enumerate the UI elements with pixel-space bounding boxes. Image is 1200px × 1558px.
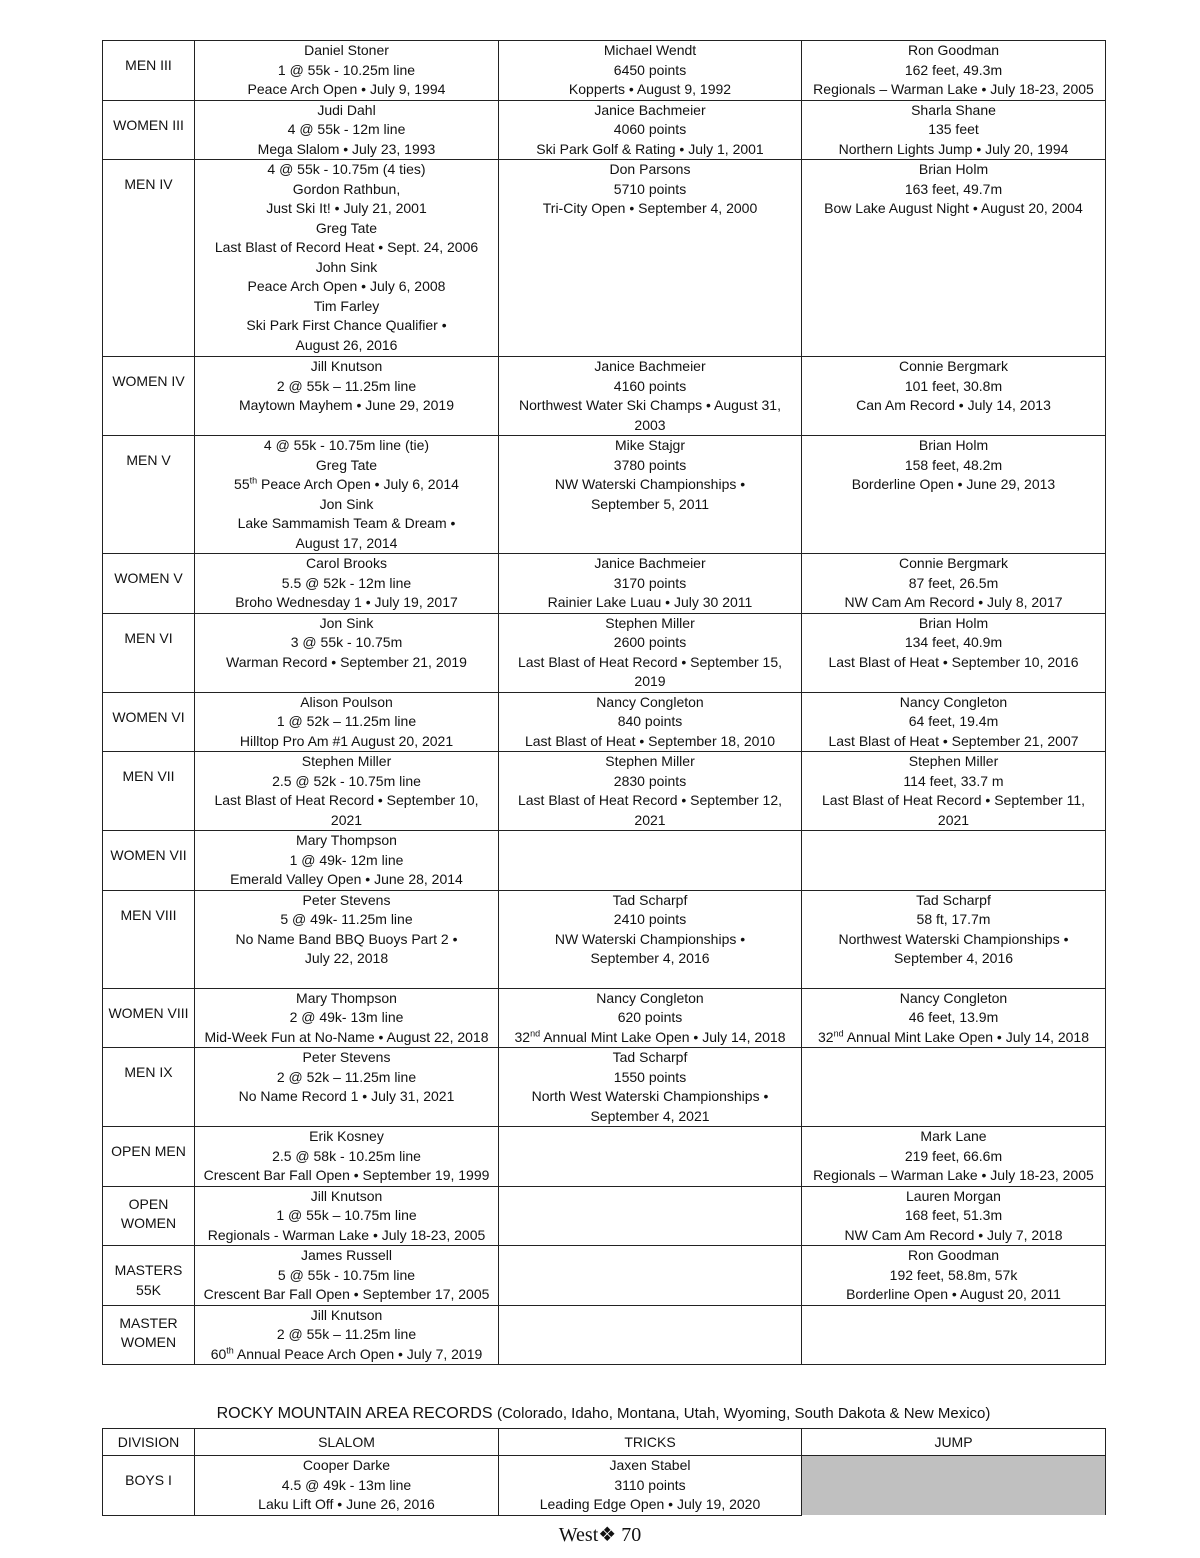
- division-word: MASTER: [119, 1314, 178, 1331]
- slalom-line: 1 @ 52k – 11.25m line: [276, 713, 417, 729]
- west-records-table: [102, 40, 1106, 1365]
- division-cell: [103, 1186, 195, 1246]
- jump-line: NW Cam Am Record • July 8, 2017: [844, 594, 1063, 610]
- tricks-line: Leading Edge Open • July 19, 2020: [539, 1496, 761, 1512]
- records-body: [103, 41, 1106, 1365]
- slalom-line: James Russell: [300, 1247, 393, 1263]
- tricks-line: Kopperts • August 9, 1992: [568, 81, 732, 97]
- table-row: [103, 1127, 1106, 1187]
- slalom-line: Last Blast of Heat Record • September 10,: [214, 792, 479, 808]
- slalom-line: Jon Sink: [319, 495, 374, 512]
- slalom-line: Jill Knutson: [310, 1306, 383, 1323]
- tricks-line: September 5, 2011: [590, 495, 710, 512]
- jump-line: 64 feet, 19.4m: [908, 713, 999, 729]
- tricks-cell: [499, 890, 802, 988]
- tricks-line: Last Blast of Heat Record • September 12,: [517, 792, 783, 808]
- jump-line: Ron Goodman: [907, 42, 1000, 58]
- jump-line: Last Blast of Heat • September 10, 2016: [828, 653, 1079, 670]
- jump-line: Northwest Waterski Championships •: [838, 930, 1069, 947]
- jump-line: 219 feet, 66.6m: [904, 1147, 1003, 1164]
- jump-line: NW Cam Am Record • July 7, 2018: [844, 1226, 1063, 1243]
- slalom-cell: [195, 613, 499, 692]
- header-slalom: SLALOM: [195, 1429, 499, 1456]
- jump-line: 101 feet, 30.8m: [904, 377, 1003, 394]
- tricks-line: 4060 points: [613, 121, 687, 137]
- division-cell: BOYS I: [103, 1456, 195, 1516]
- jump-cell: [802, 692, 1106, 752]
- jump-line: Borderline Open • August 20, 2011: [846, 1286, 1061, 1302]
- slalom-line: Last Blast of Record Heat • Sept. 24, 2006: [214, 239, 479, 255]
- slalom-line: 5 @ 49k- 11.25m line: [280, 911, 413, 927]
- jump-line: 114 feet, 33.7 m: [903, 772, 1004, 789]
- slalom-cell: [195, 1305, 499, 1365]
- slalom-line: Alison Poulson: [300, 693, 393, 710]
- jump-line: Connie Bergmark: [899, 555, 1008, 571]
- jump-line: 2021: [937, 811, 970, 828]
- tricks-line: Stephen Miller: [605, 753, 695, 769]
- jump-line: Ron Goodman: [907, 1247, 1000, 1263]
- tricks-line: 2410 points: [613, 911, 687, 927]
- division-cell: MEN V: [103, 436, 195, 554]
- slalom-line: 2 @ 49k- 13m line: [289, 1009, 404, 1025]
- slalom-line: Hilltop Pro Am #1 August 20, 2021: [239, 732, 454, 749]
- slalom-cell: [195, 988, 499, 1048]
- slalom-cell: [195, 1127, 499, 1187]
- tricks-line: Janice Bachmeier: [594, 555, 706, 571]
- table-row: [103, 613, 1106, 692]
- jump-cell: [802, 831, 1106, 891]
- tricks-cell: [499, 752, 802, 831]
- slalom-line: 55th Peace Arch Open • July 6, 2014: [234, 475, 459, 492]
- jump-line: Northern Lights Jump • July 20, 1994: [838, 140, 1069, 157]
- jump-line: Nancy Congleton: [899, 989, 1008, 1006]
- slalom-cell: [195, 890, 499, 988]
- table-row: [103, 1246, 1106, 1306]
- tricks-cell: [499, 41, 802, 101]
- jump-line: Mark Lane: [920, 1128, 987, 1144]
- division-word: WOMEN: [120, 1215, 177, 1231]
- division-cell: WOMEN III: [103, 100, 195, 160]
- slalom-line: No Name Record 1 • July 31, 2021: [238, 1088, 455, 1104]
- slalom-cell: [195, 1186, 499, 1246]
- tricks-line: 6450 points: [613, 61, 687, 78]
- table-row: [103, 752, 1106, 831]
- tricks-line: 840 points: [617, 713, 683, 729]
- tricks-line: Last Blast of Heat Record • September 15,: [517, 653, 783, 670]
- jump-line: Stephen Miller: [908, 753, 999, 769]
- jump-line: Regionals – Warman Lake • July 18-23, 2005: [813, 81, 1094, 97]
- slalom-line: 1 @ 55k – 10.75m line: [276, 1207, 417, 1223]
- jump-line: Regionals – Warman Lake • July 18-23, 2005: [813, 1167, 1094, 1183]
- table-row: [103, 1186, 1106, 1246]
- tricks-cell: [499, 1246, 802, 1306]
- table-row: [103, 357, 1106, 436]
- jump-line: 32nd Annual Mint Lake Open • July 14, 2018: [818, 1027, 1089, 1045]
- jump-line: Brian Holm: [918, 614, 989, 631]
- tricks-line: Nancy Congleton: [596, 693, 704, 710]
- jump-cell: [802, 357, 1106, 436]
- jump-cell: [802, 554, 1106, 614]
- table-row: [103, 890, 1106, 988]
- slalom-line: 5 @ 55k - 10.75m line: [277, 1266, 416, 1283]
- tricks-line: September 4, 2021: [590, 1107, 710, 1124]
- slalom-line: Jill Knutson: [310, 358, 383, 374]
- rocky-mountain-subtitle: (Colorado, Idaho, Montana, Utah, Wyoming, South Dakota & New Mexico): [496, 1405, 991, 1422]
- tricks-line: 5710 points: [613, 180, 687, 197]
- slalom-line: 60th Annual Peace Arch Open • July 7, 2019: [210, 1344, 483, 1362]
- jump-cell: [802, 890, 1106, 988]
- jump-line: Last Blast of Heat Record • September 11,: [822, 792, 1085, 808]
- jump-cell: [802, 1305, 1106, 1365]
- jump-line: 87 feet, 26.5m: [908, 574, 999, 591]
- tricks-cell: [499, 436, 802, 554]
- jump-line: Connie Bergmark: [899, 358, 1008, 374]
- page-footer: West❖ 70: [558, 1524, 642, 1546]
- tricks-cell: [499, 692, 802, 752]
- jump-line: Sharla Shane: [911, 101, 996, 118]
- tricks-cell: [499, 1186, 802, 1246]
- division-cell: MEN III: [103, 41, 195, 101]
- tricks-line: 2019: [634, 673, 666, 689]
- slalom-line: August 17, 2014: [295, 534, 398, 551]
- jump-line: 58 ft, 17.7m: [916, 911, 991, 927]
- slalom-line: 2 @ 55k – 11.25m line: [276, 377, 417, 394]
- slalom-line: Mega Slalom • July 23, 1993: [257, 140, 436, 157]
- division-cell: OPEN MEN: [103, 1127, 195, 1187]
- division-cell: MEN IV: [103, 160, 195, 357]
- tricks-line: 3170 points: [613, 574, 687, 591]
- jump-line: 134 feet, 40.9m: [904, 634, 1003, 650]
- slalom-line: No Name Band BBQ Buoys Part 2 •: [235, 930, 458, 947]
- tricks-cell: [499, 357, 802, 436]
- slalom-line: Daniel Stoner: [304, 42, 389, 58]
- jump-cell: [802, 1456, 1106, 1516]
- jump-line: 192 feet, 58.8m, 57k: [889, 1266, 1018, 1283]
- tricks-line: NW Waterski Championships •: [554, 930, 746, 947]
- slalom-line: Mary Thompson: [296, 989, 397, 1006]
- slalom-line: 2021: [330, 811, 363, 828]
- slalom-line: 2.5 @ 58k - 10.25m line: [272, 1147, 421, 1164]
- slalom-line: Mid-Week Fun at No-Name • August 22, 2018: [204, 1028, 489, 1045]
- jump-cell: [802, 100, 1106, 160]
- tricks-line: 620 points: [617, 1009, 683, 1025]
- jump-cell: [802, 436, 1106, 554]
- tricks-line: 4160 points: [613, 377, 687, 394]
- tricks-line: Janice Bachmeier: [594, 358, 706, 374]
- tricks-line: 1550 points: [613, 1068, 687, 1085]
- header-jump: JUMP: [802, 1429, 1106, 1456]
- table-row: [103, 554, 1106, 614]
- slalom-line: 3 @ 55k - 10.75m: [290, 634, 403, 650]
- tricks-cell: [499, 831, 802, 891]
- table-row: [103, 160, 1106, 357]
- jump-line: Brian Holm: [918, 437, 989, 453]
- slalom-line: 4.5 @ 49k - 13m line: [281, 1476, 412, 1493]
- rocky-header-row: [103, 1429, 1106, 1456]
- slalom-line: Lake Sammamish Team & Dream •: [237, 515, 456, 531]
- tricks-line: Nancy Congleton: [596, 989, 704, 1006]
- slalom-line: 2 @ 52k – 11.25m line: [276, 1068, 417, 1085]
- jump-line: September 4, 2016: [893, 950, 1014, 966]
- division-word: OPEN: [128, 1195, 169, 1212]
- slalom-line: 2 @ 55k – 11.25m line: [276, 1326, 417, 1342]
- jump-cell: [802, 1246, 1106, 1306]
- slalom-cell: [195, 1246, 499, 1306]
- slalom-line: Stephen Miller: [301, 753, 392, 769]
- slalom-cell: [195, 41, 499, 101]
- slalom-cell: [195, 752, 499, 831]
- tricks-line: North West Waterski Championships •: [531, 1088, 769, 1104]
- tricks-line: 3780 points: [613, 456, 687, 473]
- slalom-line: Emerald Valley Open • June 28, 2014: [230, 871, 463, 887]
- jump-line: Tad Scharpf: [916, 891, 991, 908]
- tricks-line: Jaxen Stabel: [609, 1457, 691, 1473]
- tricks-line: NW Waterski Championships •: [554, 476, 746, 492]
- jump-cell: [802, 1186, 1106, 1246]
- slalom-cell: [195, 100, 499, 160]
- slalom-line: Gordon Rathbun,: [292, 180, 401, 197]
- slalom-line: Regionals - Warman Lake • July 18-23, 2005: [207, 1226, 486, 1243]
- table-row: [103, 831, 1106, 891]
- tricks-line: September 4, 2016: [590, 950, 710, 966]
- tricks-cell: [499, 988, 802, 1048]
- header-tricks: TRICKS: [499, 1429, 802, 1456]
- jump-cell: [802, 752, 1106, 831]
- tricks-cell: [499, 1305, 802, 1365]
- slalom-line: Broho Wednesday 1 • July 19, 2017: [235, 594, 458, 610]
- slalom-line: John Sink: [315, 258, 378, 275]
- jump-line: Can Am Record • July 14, 2013: [856, 397, 1051, 413]
- slalom-line: Mary Thompson: [296, 832, 397, 848]
- slalom-line: Judi Dahl: [317, 101, 376, 118]
- jump-cell: [802, 160, 1106, 357]
- tricks-line: Tad Scharpf: [612, 891, 688, 908]
- division-cell: WOMEN IV: [103, 357, 195, 436]
- division-cell: WOMEN VI: [103, 692, 195, 752]
- tricks-line: Stephen Miller: [605, 614, 695, 631]
- slalom-line: Erik Kosney: [309, 1128, 384, 1144]
- slalom-cell: [195, 692, 499, 752]
- table-row: [103, 1048, 1106, 1127]
- jump-line: Nancy Congleton: [899, 693, 1008, 710]
- division-cell: [103, 1305, 195, 1365]
- jump-line: 163 feet, 49.7m: [904, 180, 1003, 197]
- jump-cell: [802, 1127, 1106, 1187]
- slalom-line: Crescent Bar Fall Open • September 19, 1999: [203, 1167, 490, 1183]
- slalom-line: 4 @ 55k - 10.75m (4 ties): [267, 161, 426, 177]
- slalom-line: 2.5 @ 52k - 10.75m line: [272, 772, 421, 789]
- tricks-cell: [499, 1048, 802, 1127]
- slalom-cell: [195, 831, 499, 891]
- tricks-line: Don Parsons: [609, 161, 691, 177]
- table-row: [103, 436, 1106, 554]
- rocky-records-body: [103, 1456, 1106, 1516]
- slalom-line: 5.5 @ 52k - 12m line: [281, 574, 412, 591]
- division-cell: MEN IX: [103, 1048, 195, 1127]
- rocky-mountain-table: [102, 1428, 1106, 1516]
- tricks-line: Michael Wendt: [603, 42, 697, 58]
- slalom-cell: [195, 160, 499, 357]
- slalom-line: Crescent Bar Fall Open • September 17, 2005: [203, 1286, 490, 1302]
- tricks-line: Mike Stajgr: [614, 437, 686, 453]
- tricks-cell: [499, 1127, 802, 1187]
- slalom-line: Jill Knutson: [310, 1187, 383, 1204]
- division-cell: WOMEN VIII: [103, 988, 195, 1048]
- tricks-line: Northwest Water Ski Champs • August 31,: [519, 397, 781, 413]
- slalom-line: Carol Brooks: [306, 555, 387, 571]
- tricks-line: 2021: [634, 811, 666, 828]
- jump-line: Bow Lake August Night • August 20, 2004: [824, 200, 1083, 216]
- slalom-line: Tim Farley: [313, 297, 380, 314]
- slalom-cell: [195, 554, 499, 614]
- slalom-cell: [195, 1048, 499, 1127]
- jump-line: Last Blast of Heat • September 21, 2007: [828, 732, 1079, 749]
- division-cell: WOMEN VII: [103, 831, 195, 891]
- slalom-line: Peace Arch Open • July 9, 1994: [247, 81, 446, 97]
- tricks-line: Rainier Lake Luau • July 30 2011: [547, 594, 753, 610]
- tricks-line: Last Blast of Heat • September 18, 2010: [524, 732, 776, 749]
- jump-cell: [802, 613, 1106, 692]
- slalom-line: 4 @ 55k - 10.75m line (tie): [263, 437, 430, 453]
- jump-cell: [802, 41, 1106, 101]
- slalom-line: Just Ski It! • July 21, 2001: [266, 200, 427, 216]
- tricks-cell: [499, 160, 802, 357]
- jump-line: 162 feet, 49.3m: [904, 61, 1003, 78]
- slalom-line: Jon Sink: [319, 614, 374, 631]
- header-division: DIVISION: [103, 1429, 195, 1456]
- slalom-line: 1 @ 49k- 12m line: [289, 851, 404, 868]
- slalom-line: Maytown Mayhem • June 29, 2019: [238, 397, 455, 413]
- jump-line: 158 feet, 48.2m: [904, 456, 1003, 473]
- tricks-cell: [499, 554, 802, 614]
- rocky-mountain-title: ROCKY MOUNTAIN AREA RECORDS: [216, 1405, 493, 1422]
- tricks-cell: [499, 100, 802, 160]
- table-row: [103, 41, 1106, 101]
- jump-cell: [802, 1048, 1106, 1127]
- jump-cell: [802, 988, 1106, 1048]
- division-cell: WOMEN V: [103, 554, 195, 614]
- slalom-line: Peter Stevens: [302, 1049, 391, 1065]
- slalom-line: Laku Lift Off • June 26, 2016: [258, 1496, 435, 1512]
- division-cell: MEN VIII: [103, 890, 195, 988]
- table-row: [103, 1305, 1106, 1365]
- tricks-cell: [499, 613, 802, 692]
- slalom-line: Cooper Darke: [302, 1457, 391, 1473]
- jump-line: Borderline Open • June 29, 2013: [851, 476, 1056, 492]
- jump-line: Brian Holm: [918, 161, 989, 177]
- table-row: [103, 100, 1106, 160]
- table-row: [103, 988, 1106, 1048]
- slalom-cell: [195, 1456, 499, 1516]
- table-row: [103, 692, 1106, 752]
- tricks-line: Tri-City Open • September 4, 2000: [542, 200, 758, 216]
- slalom-line: Greg Tate: [315, 219, 378, 236]
- slalom-line: 1 @ 55k - 10.25m line: [277, 61, 416, 78]
- division-cell: MEN VI: [103, 613, 195, 692]
- slalom-cell: [195, 357, 499, 436]
- slalom-line: Warman Record • September 21, 2019: [226, 653, 467, 670]
- division-word: WOMEN: [120, 1334, 177, 1350]
- slalom-line: Ski Park First Chance Qualifier •: [246, 317, 447, 333]
- slalom-line: Peter Stevens: [302, 891, 391, 908]
- tricks-line: Ski Park Golf & Rating • July 1, 2001: [536, 140, 764, 157]
- tricks-line: Tad Scharpf: [612, 1049, 688, 1065]
- tricks-line: Janice Bachmeier: [594, 101, 706, 118]
- tricks-line: 2600 points: [613, 634, 687, 650]
- tricks-line: 32nd Annual Mint Lake Open • July 14, 2018: [514, 1027, 786, 1045]
- jump-line: 135 feet: [928, 121, 979, 137]
- division-cell: MASTERS 55K: [103, 1246, 195, 1306]
- slalom-cell: [195, 436, 499, 554]
- rocky-mountain-heading: [102, 1405, 1105, 1423]
- slalom-line: Peace Arch Open • July 6, 2008: [247, 278, 446, 294]
- slalom-line: Greg Tate: [315, 456, 378, 473]
- tricks-line: 2003: [634, 416, 666, 433]
- tricks-line: 3110 points: [614, 1476, 686, 1493]
- table-row: [103, 1456, 1106, 1516]
- division-cell: MEN VII: [103, 752, 195, 831]
- slalom-line: August 26, 2016: [295, 336, 398, 353]
- slalom-line: 4 @ 55k - 12m line: [287, 121, 406, 137]
- jump-line: Lauren Morgan: [906, 1187, 1001, 1204]
- tricks-line: 2830 points: [613, 772, 687, 789]
- slalom-line: July 22, 2018: [304, 950, 389, 966]
- tricks-cell: [499, 1456, 802, 1516]
- jump-line: 46 feet, 13.9m: [908, 1009, 999, 1025]
- jump-line: 168 feet, 51.3m: [904, 1207, 1003, 1223]
